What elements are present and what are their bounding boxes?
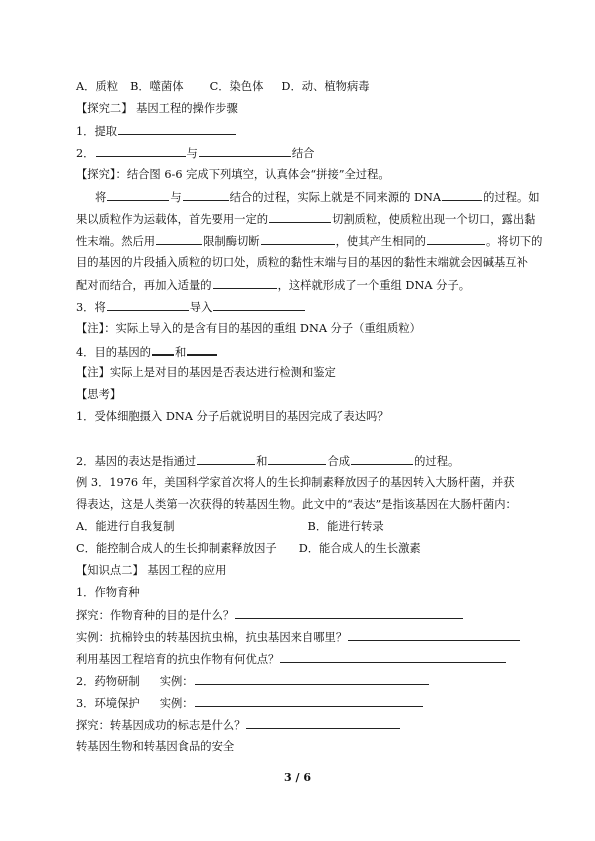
option-a: A．质粒 bbox=[76, 80, 119, 93]
fill-blank[interactable] bbox=[183, 189, 229, 201]
explore-instruction: 【探究】：结合图 6-6 完成下列填空，认真体会“拼接”全过程。 bbox=[76, 168, 390, 181]
example-line: 得表达，这是人类第一次获得的转基因生物。此文中的“表达”是指该基因在大肠杆菌内： bbox=[76, 498, 517, 511]
question-line bbox=[76, 717, 401, 733]
text: 实例： bbox=[159, 675, 194, 688]
paragraph-line bbox=[95, 189, 540, 205]
step-2-line bbox=[76, 145, 314, 161]
fill-blank[interactable] bbox=[197, 453, 255, 465]
fill-blank[interactable] bbox=[235, 607, 463, 619]
option-b: B．噬菌体 bbox=[130, 80, 184, 93]
fill-blank[interactable] bbox=[246, 717, 400, 729]
fill-blank[interactable] bbox=[213, 277, 277, 289]
fill-blank[interactable] bbox=[213, 299, 305, 311]
text: ，这样就形成了一个重组 DNA 分子。 bbox=[277, 279, 471, 292]
fill-blank[interactable] bbox=[348, 629, 520, 641]
fill-blank[interactable] bbox=[199, 145, 291, 157]
option-a: A．能进行自我复制 bbox=[76, 520, 175, 533]
fill-blank[interactable] bbox=[280, 651, 506, 663]
text: 2．药物研制 bbox=[76, 675, 140, 688]
option-d: D．能合成人的生长激素 bbox=[298, 542, 421, 555]
fill-blank[interactable] bbox=[118, 123, 236, 135]
note-line: 【注】：实际上导入的是含有目的基因的重组 DNA 分子（重组质粒） bbox=[76, 322, 421, 335]
section-heading: 【探究二】 基因工程的操作步骤 bbox=[76, 102, 238, 115]
question-line: 1．受体细胞摄入 DNA 分子后就说明目的基因完成了表达吗？ bbox=[76, 410, 389, 423]
application-line bbox=[76, 695, 424, 711]
think-heading: 【思考】 bbox=[76, 388, 122, 401]
text: ，使其产生相同的 bbox=[335, 235, 426, 248]
choice-options-line bbox=[76, 519, 384, 534]
text: 性末端。然后用 bbox=[76, 235, 156, 248]
step-1-line bbox=[76, 123, 237, 139]
step-4-line bbox=[76, 343, 218, 360]
text: 合成 bbox=[327, 455, 351, 468]
option-d: D．动、植物病毒 bbox=[281, 80, 370, 93]
text: 将 bbox=[95, 191, 107, 204]
option-c: C．能控制合成人的生长抑制素释放因子 bbox=[76, 542, 277, 555]
step-3-line bbox=[76, 299, 306, 315]
question-line bbox=[76, 607, 464, 623]
text: 和 bbox=[256, 455, 268, 468]
text: 利用基因工程培育的抗虫作物有何优点？ bbox=[76, 653, 280, 666]
text: 导入 bbox=[189, 301, 213, 314]
text: 与 bbox=[170, 191, 182, 204]
fill-blank[interactable] bbox=[152, 343, 174, 356]
paragraph-line bbox=[76, 233, 542, 249]
text: 2．基因的表达是指通过 bbox=[76, 455, 197, 468]
text: 。将切下的 bbox=[485, 235, 543, 248]
section-heading: 【知识点二】 基因工程的应用 bbox=[76, 564, 227, 577]
fill-blank[interactable] bbox=[268, 453, 326, 465]
text: 实例：抗棉铃虫的转基因抗虫棉，抗虫基因来自哪里？ bbox=[76, 631, 348, 644]
example-line: 例 3．1976 年，美国科学家首次将人的生长抑制素释放因子的基因转入大肠杆菌，并获 bbox=[76, 476, 515, 489]
choice-options-line bbox=[76, 79, 370, 94]
text: 配对而结合，再加入适量的 bbox=[76, 279, 212, 292]
paragraph-line: 目的基因的片段插入质粒的切口处，质粒的黏性末端与目的基因的黏性末端就会因碱基互补 bbox=[76, 256, 528, 269]
fill-blank[interactable] bbox=[427, 233, 485, 245]
fill-blank[interactable] bbox=[351, 453, 413, 465]
fill-blank[interactable] bbox=[107, 189, 169, 201]
application-line bbox=[76, 673, 430, 689]
question-line bbox=[76, 651, 507, 667]
subheading: 转基因生物和转基因食品的安全 bbox=[76, 740, 235, 753]
step-3-label: 3．将 bbox=[76, 301, 106, 314]
question-line bbox=[76, 629, 521, 645]
fill-blank[interactable] bbox=[269, 211, 331, 223]
option-b: B．能进行转录 bbox=[307, 520, 384, 533]
page-number: 3 / 6 bbox=[284, 771, 311, 784]
text: 的过程。 bbox=[414, 455, 460, 468]
choice-options-line bbox=[76, 541, 421, 556]
text: 和 bbox=[174, 346, 187, 359]
fill-blank[interactable] bbox=[195, 695, 423, 707]
step-4-label: 4．目的基因的 bbox=[76, 346, 151, 359]
text: 与 bbox=[186, 147, 198, 160]
fill-blank[interactable] bbox=[261, 233, 335, 245]
fill-blank[interactable] bbox=[442, 189, 482, 201]
step-1-label: 1．提取 bbox=[76, 125, 118, 138]
text: 限制酶切断 bbox=[203, 235, 260, 248]
fill-blank[interactable] bbox=[187, 343, 217, 356]
fill-blank[interactable] bbox=[195, 673, 429, 685]
note-line: 【注】实际上是对目的基因是否表达进行检测和鉴定 bbox=[76, 366, 336, 379]
text: 实例： bbox=[159, 697, 194, 710]
step-2-label: 2． bbox=[76, 147, 95, 160]
text: 切割质粒，使质粒出现一个切口，露出黏 bbox=[332, 213, 536, 226]
fill-blank[interactable] bbox=[107, 299, 189, 311]
paragraph-line bbox=[76, 211, 535, 227]
fill-blank[interactable] bbox=[156, 233, 202, 245]
text: 结合的过程，实际上就是不同来源的 DNA bbox=[229, 191, 442, 204]
subheading: 1．作物育种 bbox=[76, 586, 140, 599]
paragraph-line bbox=[76, 277, 470, 293]
text: 探究：转基因成功的标志是什么？ bbox=[76, 719, 246, 732]
text: 结合 bbox=[291, 147, 315, 160]
text: 3．环境保护 bbox=[76, 697, 140, 710]
question-line bbox=[76, 453, 459, 469]
text: 探究：作物育种的目的是什么？ bbox=[76, 609, 235, 622]
text: 果以质粒作为运载体，首先要用一定的 bbox=[76, 213, 269, 226]
fill-blank[interactable] bbox=[96, 145, 186, 157]
option-c: C．染色体 bbox=[209, 80, 264, 93]
text: 的过程。如 bbox=[483, 191, 540, 204]
